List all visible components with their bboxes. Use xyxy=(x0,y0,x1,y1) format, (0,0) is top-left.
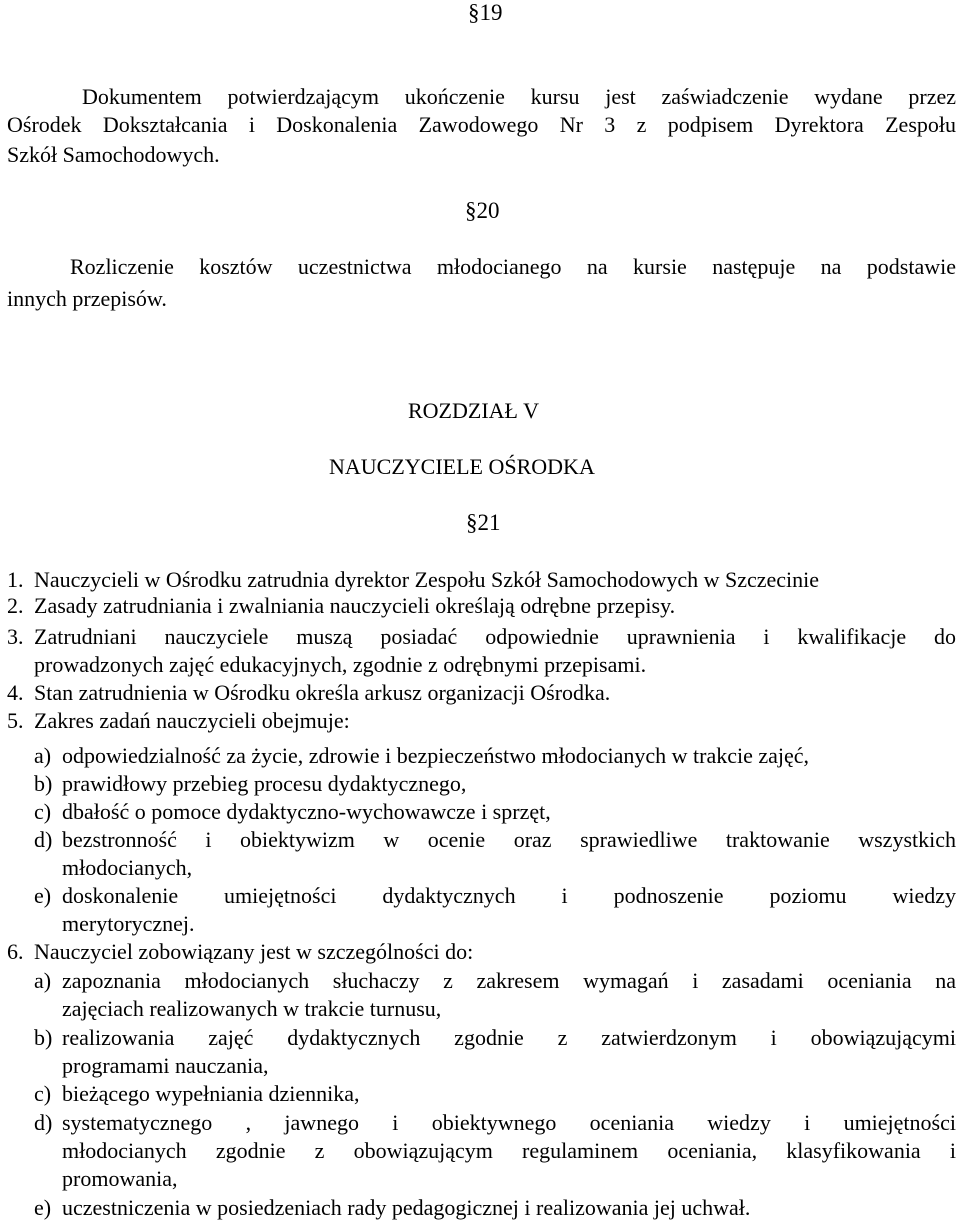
section-21-heading: §21 xyxy=(466,510,501,535)
sub-list-text: prawidłowy przebieg procesu dydaktycznego, xyxy=(62,771,467,796)
list-text: Zakres zadań nauczycieli obejmuje: xyxy=(34,708,350,733)
section-20-heading: §20 xyxy=(465,198,500,223)
list-number: 6. xyxy=(7,939,24,964)
paragraph-20-line: innych przepisów. xyxy=(7,286,167,311)
sub-list-text: bezstronność i obiektywizm w ocenie oraz sprawiedliwe traktowanie wszystkich xyxy=(62,827,956,852)
paragraph-19-line: Ośrodek Dokształcania i Doskonalenia Zawodowego Nr 3 z podpisem Dyrektora Zespołu xyxy=(7,112,956,137)
sub-list-text: realizowania zajęć dydaktycznych zgodnie z zatwierdzonym i obowiązującymi xyxy=(62,1025,956,1050)
section-19-heading: §19 xyxy=(468,0,503,25)
sub-list-text: młodocianych, xyxy=(62,855,193,880)
sub-list-label: b) xyxy=(34,1025,53,1050)
sub-list-label: c) xyxy=(34,799,52,824)
list-text: Zatrudniani nauczyciele muszą posiadać odpowiednie uprawnienia i kwalifikacje do xyxy=(34,624,956,649)
sub-list-text: bieżącego wypełniania dziennika, xyxy=(62,1081,360,1106)
list-text: prowadzonych zajęć edukacyjnych, zgodnie z odrębnymi przepisami. xyxy=(34,652,647,677)
list-number: 2. xyxy=(7,593,24,618)
sub-list-text: zapoznania młodocianych słuchaczy z zakresem wymagań i zasadami oceniania na xyxy=(62,968,956,993)
sub-list-text: promowania, xyxy=(62,1166,178,1191)
list-number: 1. xyxy=(7,567,24,592)
list-number: 4. xyxy=(7,680,24,705)
chapter-title: NAUCZYCIELE OŚRODKA xyxy=(329,454,595,479)
sub-list-text: dbałość o pomoce dydaktyczno-wychowawcze i sprzęt, xyxy=(62,799,551,824)
paragraph-19-line: Dokumentem potwierdzającym ukończenie kursu jest zaświadczenie wydane przez xyxy=(82,84,956,109)
sub-list-text: zajęciach realizowanych w trakcie turnusu, xyxy=(62,996,442,1021)
sub-list-label: a) xyxy=(34,743,52,768)
sub-list-label: d) xyxy=(34,1110,53,1135)
paragraph-19-line: Szkół Samochodowych. xyxy=(7,142,220,167)
list-number: 3. xyxy=(7,624,24,649)
paragraph-20-line: Rozliczenie kosztów uczestnictwa młodocianego na kursie następuje na podstawie xyxy=(70,254,956,279)
sub-list-label: e) xyxy=(34,883,52,908)
sub-list-label: a) xyxy=(34,968,52,993)
sub-list-text: programami nauczania, xyxy=(62,1053,269,1078)
sub-list-text: odpowiedzialność za życie, zdrowie i bezpieczeństwo młodocianych w trakcie zajęć, xyxy=(62,743,810,768)
sub-list-text: systematycznego , jawnego i obiektywnego oceniania wiedzy i umiejętności xyxy=(62,1110,956,1135)
sub-list-text: doskonalenie umiejętności dydaktycznych i podnoszenie poziomu wiedzy xyxy=(62,883,956,908)
sub-list-label: b) xyxy=(34,771,53,796)
list-text: Zasady zatrudniania i zwalniania nauczycieli określają odrębne przepisy. xyxy=(34,593,676,618)
sub-list-text: uczestniczenia w posiedzeniach rady pedagogicznej i realizowania jej uchwał. xyxy=(62,1195,751,1220)
sub-list-label: c) xyxy=(34,1081,52,1106)
sub-list-text: młodocianych zgodnie z obowiązującym regulaminem oceniania, klasyfikowania i xyxy=(62,1138,956,1163)
list-text: Nauczycieli w Ośrodku zatrudnia dyrektor Zespołu Szkół Samochodowych w Szczecinie xyxy=(34,567,820,592)
list-number: 5. xyxy=(7,708,24,733)
list-text: Stan zatrudnienia w Ośrodku określa arkusz organizacji Ośrodka. xyxy=(34,680,611,705)
sub-list-label: d) xyxy=(34,827,53,852)
chapter-heading: ROZDZIAŁ V xyxy=(408,398,539,423)
sub-list-text: merytorycznej. xyxy=(62,911,195,936)
sub-list-label: e) xyxy=(34,1195,52,1220)
list-text: Nauczyciel zobowiązany jest w szczególności do: xyxy=(34,939,474,964)
